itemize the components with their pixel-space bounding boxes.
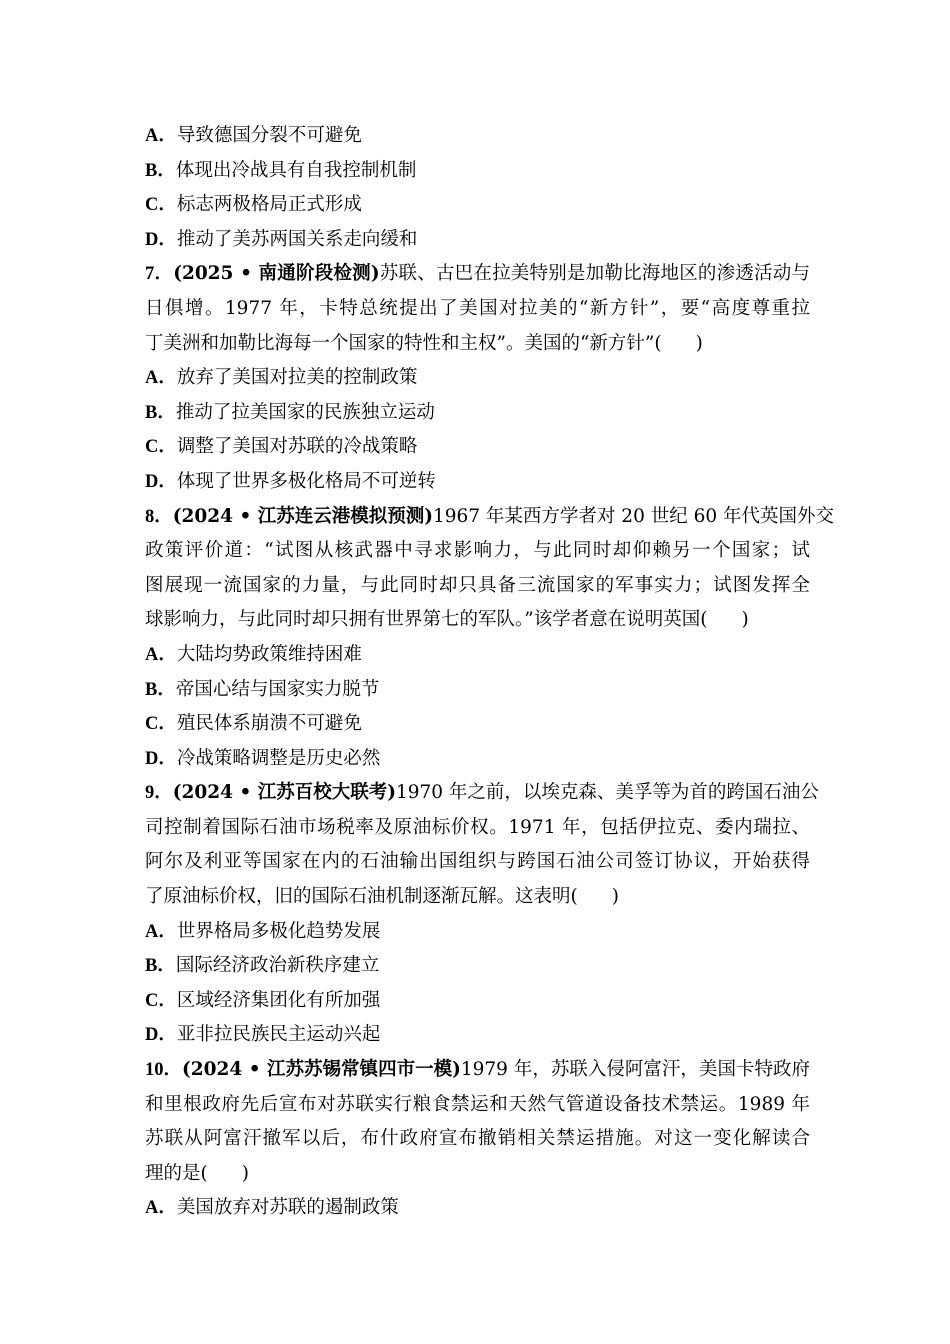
option-letter: B． (145, 956, 176, 977)
option-text: 调整了美国对苏联的冷战策略 (176, 436, 418, 458)
question-7 (145, 257, 810, 361)
q8-option-b (145, 673, 810, 708)
option-letter: C． (145, 714, 177, 735)
blank-close: ) (241, 1162, 249, 1184)
question-content (145, 119, 835, 1226)
q7-stem-line-1 (145, 257, 810, 292)
stem-text: 1967 年某西方学者对 20 世纪 60 年代英国外交 (432, 505, 835, 527)
stem-text: 理的是( (145, 1162, 208, 1184)
option-letter: B． (145, 402, 176, 423)
option-letter: B． (145, 679, 176, 700)
q10-stem-line-3: 苏联从阿富汗撤军以后，布什政府宣布撤销相关禁运措施。对这一变化解读合 (145, 1128, 810, 1150)
stem-text: 1979 年，苏联入侵阿富汗，美国卡特政府 (460, 1059, 810, 1081)
question-number: 9． (145, 783, 173, 804)
q9-option-a (145, 915, 810, 950)
q6-option-a (145, 119, 810, 154)
option-letter: A． (145, 1198, 177, 1219)
option-letter: C． (145, 990, 177, 1011)
q7-option-a (145, 361, 810, 396)
option-text: 亚非拉民族民主运动兴起 (176, 1024, 381, 1046)
q9-option-d (145, 1018, 810, 1053)
blank-close: ) (695, 332, 703, 354)
q7-option-b (145, 396, 810, 431)
question-8 (145, 500, 835, 638)
blank-close: ) (611, 886, 619, 908)
option-text: 体现了世界多极化格局不可逆转 (176, 470, 436, 492)
question-source: (2024 • 江苏苏锡常镇四市一模) (182, 1059, 461, 1081)
q8-option-c (145, 707, 810, 742)
question-10 (145, 1053, 810, 1191)
stem-text: 苏联、古巴在拉美特别是加勒比海地区的渗透活动与 (379, 263, 810, 285)
q6-option-b (145, 154, 810, 189)
option-letter: D． (145, 229, 177, 250)
option-text: 殖民体系崩溃不可避免 (176, 713, 362, 735)
stem-text: 丁美洲和加勒比海每一个国家的特性和主权”。美国的“新方针”( (145, 332, 662, 354)
option-text: 标志两极格局正式形成 (176, 194, 362, 216)
blank-close: ) (741, 609, 749, 631)
option-text: 美国放弃对苏联的遏制政策 (176, 1197, 399, 1219)
q10-stem-line-2: 和里根政府先后宣布对苏联实行粮食禁运和天然气管道设备技术禁运。1989 年 (145, 1093, 810, 1115)
stem-text: 球影响力，与此同时却只拥有世界第七的军队。”该学者意在说明英国( (145, 609, 708, 631)
q7-option-d (145, 465, 810, 500)
stem-text: 了原油标价权，旧的国际石油机制逐渐瓦解。这表明( (145, 886, 578, 908)
option-text: 世界格局多极化趋势发展 (176, 920, 381, 942)
option-letter: A． (145, 368, 177, 389)
option-letter: A． (145, 921, 177, 942)
option-letter: D． (145, 471, 177, 492)
q9-option-b (145, 949, 810, 984)
q9-stem-line-3: 阿尔及利亚等国家在内的石油输出国组织与跨国石油公司签订协议，开始获得 (145, 851, 810, 873)
q8-stem-line-1 (145, 500, 835, 535)
option-text: 导致德国分裂不可避免 (176, 125, 362, 146)
option-letter: D． (145, 1025, 177, 1046)
q9-stem-line-2: 司控制着国际石油市场税率及原油标价权。1971 年，包括伊拉克、委内瑞拉、 (145, 816, 810, 838)
q7-option-c (145, 430, 810, 465)
question-source: (2024 • 江苏百校大联考) (172, 782, 396, 804)
option-letter: D． (145, 748, 177, 769)
q6-option-d (145, 223, 810, 258)
question-number: 10． (145, 1060, 183, 1081)
question-number: 7． (145, 264, 174, 285)
question-source: (2024 • 江苏连云港模拟预测) (172, 505, 433, 527)
option-letter: A． (145, 644, 177, 665)
option-letter: C． (145, 437, 177, 458)
option-text: 放弃了美国对拉美的控制政策 (176, 367, 418, 389)
q8-stem-line-3: 图展现一流国家的力量，与此同时却只具备三流国家的军事实力；试图发挥全 (145, 574, 810, 596)
option-letter: A． (145, 126, 177, 146)
option-text: 冷战策略调整是历史必然 (176, 747, 381, 769)
q9-stem-line-4 (145, 880, 810, 915)
q8-stem-line-4 (145, 603, 810, 638)
q10-stem-line-4 (145, 1157, 810, 1192)
q10-stem-line-1 (145, 1053, 810, 1088)
q7-stem-line-2: 日俱增。1977 年，卡特总统提出了美国对拉美的“新方针”，要“高度尊重拉 (145, 297, 810, 319)
question-9 (145, 776, 819, 914)
option-text: 区域经济集团化有所加强 (176, 989, 381, 1011)
q7-stem-line-3 (145, 327, 810, 362)
option-text: 体现出冷战具有自我控制机制 (175, 159, 417, 181)
q8-stem-line-2: 政策评价道：“试图从核武器中寻求影响力，与此同时却仰赖另一个国家；试 (145, 540, 810, 562)
option-text: 帝国心结与国家实力脱节 (175, 678, 380, 700)
q8-option-a (145, 638, 810, 673)
option-letter: B． (145, 160, 176, 181)
option-text: 国际经济政治新秩序建立 (175, 955, 380, 977)
q6-option-c (145, 188, 810, 223)
option-letter: C． (145, 195, 177, 216)
option-text: 大陆均势政策维持困难 (176, 643, 362, 665)
stem-text: 1970 年之前，以埃克森、美孚等为首的跨国石油公 (395, 782, 819, 804)
question-number: 8． (145, 506, 173, 527)
q9-stem-line-1 (145, 776, 819, 811)
option-text: 推动了美苏两国关系走向缓和 (176, 228, 418, 250)
q8-option-d (145, 742, 810, 777)
option-text: 推动了拉美国家的民族独立运动 (175, 401, 435, 423)
q10-option-a (145, 1191, 810, 1226)
q9-option-c (145, 984, 810, 1019)
question-source: (2025 • 南通阶段检测) (173, 263, 380, 285)
